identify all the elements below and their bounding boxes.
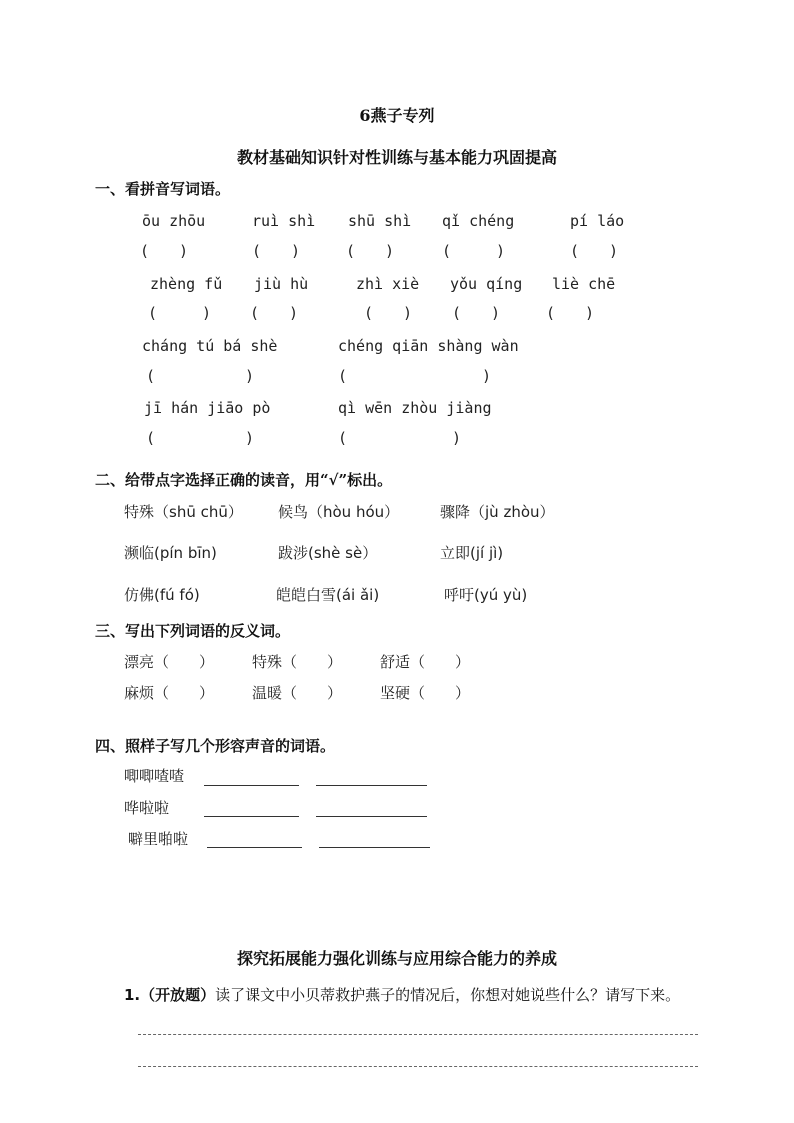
answer-blank[interactable]: ( ) — [252, 242, 301, 260]
antonym-item[interactable]: 漂亮（ ） — [124, 653, 215, 671]
antonym-item[interactable]: 温暖（ ） — [252, 684, 343, 702]
page-title: 6燕子专列 — [359, 106, 435, 125]
answer-line[interactable] — [138, 1066, 698, 1067]
page-subtitle: 教材基础知识针对性训练与基本能力巩固提高 — [236, 148, 557, 167]
pinyin: qǐ chéng — [442, 212, 515, 230]
pinyin: qì wēn zhòu jiàng — [338, 399, 492, 417]
pronunciation-item[interactable]: 立即(jí jì) — [440, 544, 504, 562]
question-number: 1. — [124, 986, 141, 1004]
answer-blank[interactable]: ( ) — [148, 304, 212, 322]
example-word: 噼里啪啦 — [128, 830, 189, 848]
question-text: 读了课文中小贝蒂救护燕子的情况后，你想对她说些什么？请写下来。 — [215, 986, 681, 1004]
open-question — [124, 988, 680, 1003]
pinyin: cháng tú bá shè — [142, 337, 278, 355]
antonym-item[interactable]: 舒适（ ） — [380, 653, 471, 671]
answer-blank[interactable]: ( ) — [364, 304, 413, 322]
pronunciation-item[interactable]: 候鸟（hòu hóu） — [278, 503, 400, 521]
pronunciation-item[interactable]: 濒临(pín bīn) — [124, 544, 217, 562]
antonym-item[interactable]: 麻烦（ ） — [124, 684, 215, 702]
answer-blank[interactable]: ( ) — [250, 304, 299, 322]
pronunciation-item[interactable]: 仿佛(fú fó) — [124, 586, 200, 604]
answer-line[interactable] — [207, 847, 302, 848]
pinyin: ruì shì — [252, 212, 316, 230]
antonym-item[interactable]: 坚硬（ ） — [380, 684, 471, 702]
answer-blank[interactable]: ( ) — [146, 367, 255, 385]
section2-heading: 二、给带点字选择正确的读音，用“√”标出。 — [95, 471, 393, 489]
section3-heading: 三、写出下列词语的反义词。 — [95, 622, 291, 640]
pinyin: shū shì — [348, 212, 412, 230]
pinyin: zhì xiè — [356, 275, 420, 293]
answer-blank[interactable]: ( ) — [452, 304, 501, 322]
example-word: 唧唧喳喳 — [124, 767, 185, 785]
section4-heading: 四、照样子写几个形容声音的词语。 — [95, 737, 336, 755]
answer-line[interactable] — [138, 1034, 698, 1035]
pinyin: liè chē — [552, 275, 616, 293]
answer-blank[interactable]: ( ) — [442, 242, 506, 260]
answer-blank[interactable]: ( ) — [338, 429, 462, 447]
part2-heading: 探究拓展能力强化训练与应用综合能力的养成 — [236, 949, 557, 968]
pinyin: jiù hù — [254, 275, 309, 293]
pinyin: jī hán jiāo pò — [144, 399, 271, 417]
answer-line[interactable] — [204, 816, 299, 817]
answer-blank[interactable]: ( ) — [346, 242, 395, 260]
pinyin: zhèng fǔ — [150, 275, 223, 293]
pronunciation-item[interactable]: 骤降（jù zhòu） — [440, 503, 555, 521]
section1-heading: 一、看拼音写词语。 — [95, 180, 231, 198]
pinyin: ōu zhōu — [142, 212, 206, 230]
answer-line[interactable] — [319, 847, 430, 848]
answer-blank[interactable]: ( ) — [570, 242, 619, 260]
answer-blank[interactable]: ( ) — [338, 367, 492, 385]
answer-blank[interactable]: ( ) — [546, 304, 595, 322]
pronunciation-item[interactable]: 特殊（shū chū） — [124, 503, 243, 521]
pinyin: pí láo — [570, 212, 625, 230]
answer-line[interactable] — [316, 816, 427, 817]
answer-blank[interactable]: ( ) — [140, 242, 189, 260]
antonym-item[interactable]: 特殊（ ） — [252, 653, 343, 671]
answer-line[interactable] — [204, 785, 299, 786]
answer-line[interactable] — [316, 785, 427, 786]
pronunciation-item[interactable]: 呼吁(yú yù) — [444, 586, 528, 604]
answer-blank[interactable]: ( ) — [146, 429, 255, 447]
pinyin: yǒu qíng — [450, 275, 523, 293]
pinyin: chéng qiān shàng wàn — [338, 337, 519, 355]
question-tag: （开放题） — [140, 986, 216, 1004]
example-word: 哗啦啦 — [124, 799, 170, 817]
pronunciation-item[interactable]: 皑皑白雪(ái ǎi) — [276, 586, 380, 604]
pronunciation-item[interactable]: 跋涉(shè sè） — [278, 544, 378, 562]
